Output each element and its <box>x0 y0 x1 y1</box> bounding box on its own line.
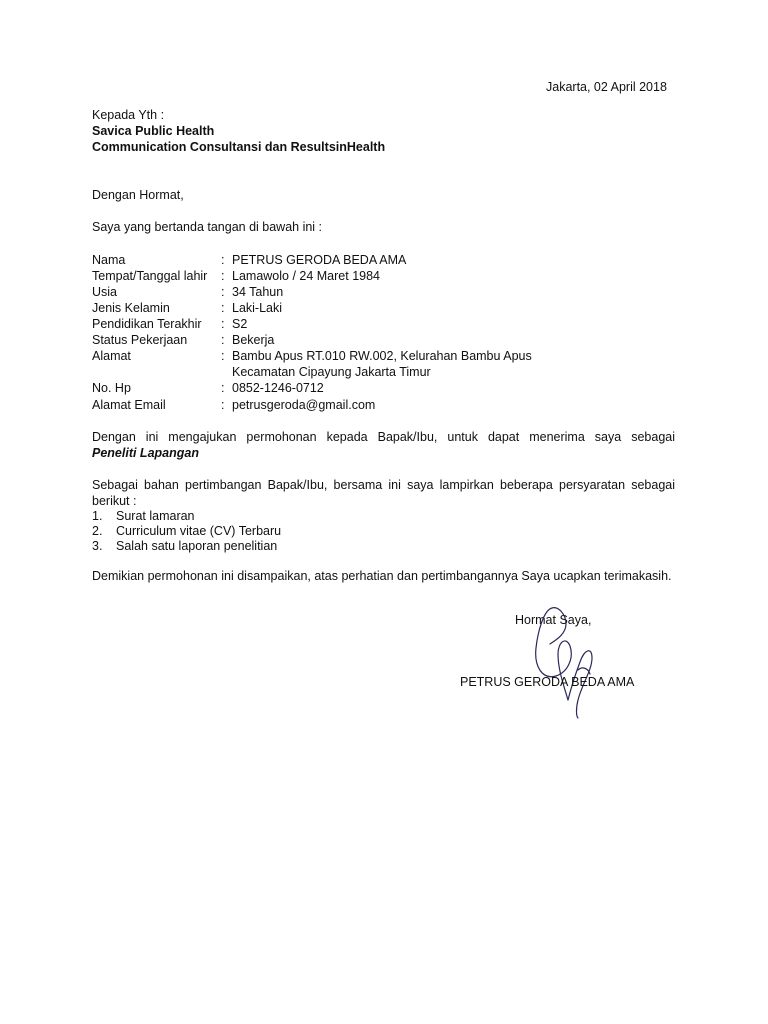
greeting: Dengan Hormat, <box>92 188 184 202</box>
attachments-intro: Sebagai bahan pertimbangan Bapak/Ibu, bersama ini saya lampirkan beberapa persyaratan sebagai berikut : <box>92 478 675 508</box>
place-date: Jakarta, 02 April 2018 <box>546 80 667 94</box>
detail-value: Lamawolo / 24 Maret 1984 <box>232 269 381 283</box>
detail-separator: : <box>221 285 225 299</box>
detail-separator: : <box>221 333 225 347</box>
closing-paragraph: Demikian permohonan ini disampaikan, atas perhatian dan pertimbangannya Saya ucapkan terimakasih. <box>92 569 672 583</box>
detail-value: 34 Tahun <box>232 285 284 299</box>
detail-label: Usia <box>92 285 118 299</box>
sign-off: Hormat Saya, <box>515 613 592 627</box>
detail-separator: : <box>221 253 225 267</box>
attachment-number: 1. <box>92 509 103 523</box>
attachment-text: Surat lamaran <box>116 509 195 523</box>
recipient-salutation: Kepada Yth : <box>92 108 165 122</box>
detail-value: petrusgeroda@gmail.com <box>232 398 376 412</box>
position-title: Peneliti Lapangan <box>92 446 199 460</box>
request-paragraph: Dengan ini mengajukan permohonan kepada Bapak/Ibu, untuk dapat menerima saya sebagai <box>92 430 675 444</box>
attachment-number: 2. <box>92 524 103 538</box>
detail-value: Bekerja <box>232 333 275 347</box>
detail-separator: : <box>221 349 225 363</box>
detail-separator: : <box>221 381 225 395</box>
detail-label: Nama <box>92 253 126 267</box>
recipient-line-1: Savica Public Health <box>92 124 215 138</box>
detail-label: Alamat Email <box>92 398 166 412</box>
attachment-number: 3. <box>92 539 103 553</box>
signature-scribble <box>522 600 602 720</box>
detail-value: PETRUS GERODA BEDA AMA <box>232 253 407 267</box>
detail-label: Alamat <box>92 349 131 363</box>
detail-separator: : <box>221 301 225 315</box>
detail-value: S2 <box>232 317 248 331</box>
intro-text: Saya yang bertanda tangan di bawah ini : <box>92 220 323 234</box>
detail-value: Kecamatan Cipayung Jakarta Timur <box>232 365 431 379</box>
detail-separator: : <box>221 398 225 412</box>
detail-label: Pendidikan Terakhir <box>92 317 202 331</box>
detail-value: Laki-Laki <box>232 301 283 315</box>
detail-label: Status Pekerjaan <box>92 333 188 347</box>
attachment-text: Salah satu laporan penelitian <box>116 539 278 553</box>
detail-value: 0852-1246-0712 <box>232 381 324 395</box>
attachment-text: Curriculum vitae (CV) Terbaru <box>116 524 282 538</box>
recipient-line-2: Communication Consultansi dan ResultsinHealth <box>92 140 386 154</box>
signer-name: PETRUS GERODA BEDA AMA <box>460 675 635 689</box>
detail-value: Bambu Apus RT.010 RW.002, Kelurahan Bambu Apus <box>232 349 532 363</box>
detail-label: Jenis Kelamin <box>92 301 170 315</box>
detail-label: Tempat/Tanggal lahir <box>92 269 208 283</box>
detail-label: No. Hp <box>92 381 131 395</box>
detail-separator: : <box>221 317 225 331</box>
detail-separator: : <box>221 269 225 283</box>
